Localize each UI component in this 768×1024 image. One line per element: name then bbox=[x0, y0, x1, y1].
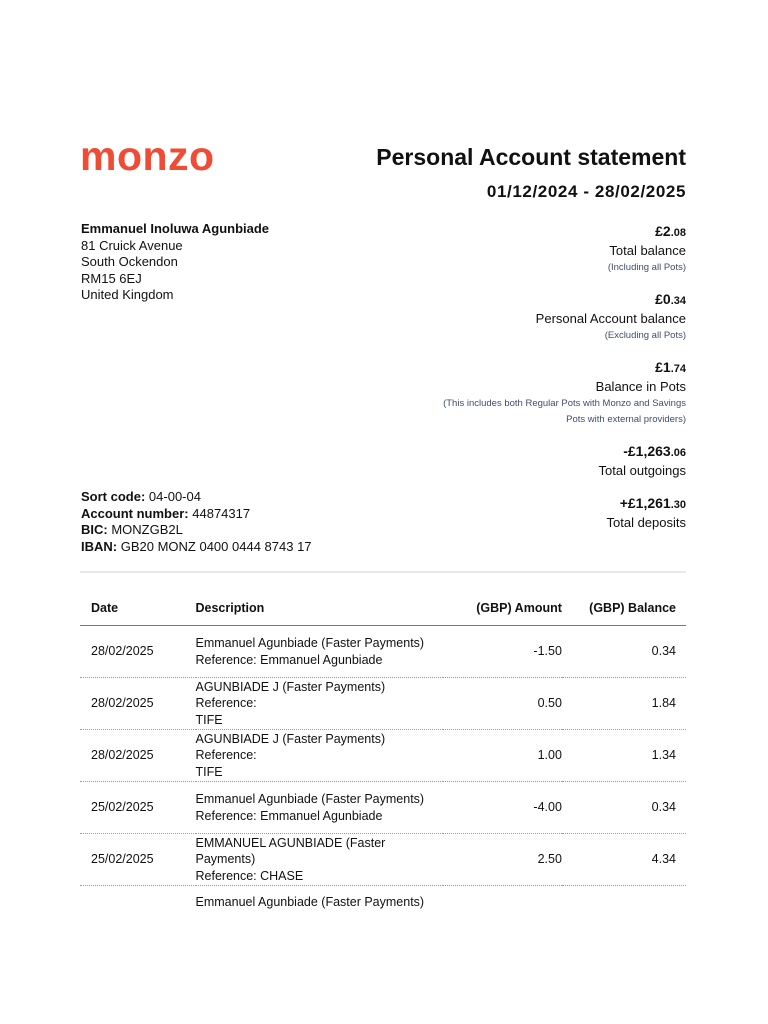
cell-date: 28/02/2025 bbox=[80, 626, 196, 678]
cell-description: Emmanuel Agunbiade (Faster Payments) bbox=[195, 895, 425, 909]
transactions-table bbox=[80, 591, 686, 928]
amount-pence: .06 bbox=[670, 447, 686, 459]
description-line: Reference: Emmanuel Agunbiade bbox=[195, 652, 383, 667]
customer-name: Emmanuel Inoluwa Agunbiade bbox=[81, 221, 270, 236]
account-number-label: Account number: bbox=[81, 505, 189, 521]
header-balance: (GBP) Balance bbox=[562, 591, 686, 626]
cell-amount: 0.50 bbox=[443, 678, 562, 730]
description-line: Reference: CHASE bbox=[195, 868, 304, 883]
balance-label: Balance in Pots bbox=[595, 379, 686, 394]
balance-amount bbox=[356, 494, 686, 514]
cell-description bbox=[196, 834, 444, 886]
address-line: South Ockendon bbox=[81, 254, 178, 269]
address-line: RM15 6EJ bbox=[81, 270, 142, 286]
bic-label: BIC: bbox=[81, 522, 108, 537]
section-divider bbox=[80, 571, 686, 573]
cell-balance: 4.34 bbox=[562, 834, 686, 886]
cell-date: 25/02/2025 bbox=[80, 782, 196, 834]
header-date: Date bbox=[80, 591, 196, 626]
cell-balance: 0.34 bbox=[562, 626, 686, 678]
cell-date: 25/02/2025 bbox=[80, 834, 196, 886]
balance-note: (This includes both Regular Pots with Monzo and Savings bbox=[443, 398, 686, 409]
cell-description bbox=[196, 626, 444, 678]
amount-pence: .08 bbox=[670, 227, 686, 239]
balance-amount bbox=[356, 222, 686, 242]
amount-pounds: +£1,261 bbox=[619, 495, 671, 511]
sort-code-value: 04-00-04 bbox=[148, 489, 201, 504]
balance-label: Personal Account balance bbox=[535, 311, 686, 326]
cell-balance: 1.34 bbox=[562, 730, 686, 782]
total-deposits bbox=[356, 494, 686, 532]
amount-pounds: £0 bbox=[655, 291, 671, 307]
cell-date: 28/02/2025 bbox=[80, 730, 196, 782]
pots-balance bbox=[356, 358, 686, 428]
amount-pence: .34 bbox=[670, 295, 686, 307]
bank-details bbox=[81, 489, 312, 555]
description-line: TIFE bbox=[195, 764, 223, 779]
amount-pence: .30 bbox=[670, 499, 686, 511]
sort-code-label: Sort code: bbox=[81, 489, 146, 504]
cell-amount: -4.00 bbox=[443, 782, 562, 834]
cell-description bbox=[196, 678, 444, 730]
cell-amount: -1.50 bbox=[443, 626, 562, 678]
amount-pounds: £1 bbox=[655, 359, 671, 375]
description-line: AGUNBIADE J (Faster Payments) Reference: bbox=[195, 679, 386, 711]
amount-pounds: -£1,263 bbox=[623, 443, 671, 459]
header-amount: (GBP) Amount bbox=[443, 591, 562, 626]
description-line: EMMANUEL AGUNBIADE (Faster Payments) bbox=[195, 835, 386, 867]
balance-summary bbox=[356, 222, 686, 546]
table-row-partial bbox=[80, 886, 686, 929]
cell-amount: 1.00 bbox=[443, 730, 562, 782]
total-outgoings bbox=[356, 442, 686, 480]
table-row bbox=[80, 730, 686, 782]
cell-date: 28/02/2025 bbox=[80, 678, 196, 730]
cell-amount: 2.50 bbox=[443, 834, 562, 886]
balance-label: Total balance bbox=[609, 243, 686, 258]
header-description: Description bbox=[196, 591, 444, 626]
iban-label: IBAN: bbox=[81, 538, 118, 554]
table-row bbox=[80, 782, 686, 834]
table-row bbox=[80, 834, 686, 886]
cell-description bbox=[196, 730, 444, 782]
amount-pounds: £2 bbox=[655, 223, 671, 239]
balance-note: Pots with external providers) bbox=[566, 414, 686, 425]
personal-account-balance bbox=[356, 290, 686, 344]
address-line: 81 Cruick Avenue bbox=[81, 237, 183, 253]
cell-date bbox=[80, 886, 196, 929]
logo-wordmark: monzo bbox=[80, 136, 215, 179]
statement-title: Personal Account statement bbox=[376, 144, 686, 170]
balance-amount bbox=[356, 442, 686, 462]
balance-label: Total outgoings bbox=[598, 463, 686, 478]
description-line: TIFE bbox=[195, 712, 223, 727]
cell-description bbox=[196, 782, 444, 834]
description-line: Emmanuel Agunbiade (Faster Payments) bbox=[195, 636, 425, 650]
total-balance bbox=[356, 222, 686, 276]
table-row bbox=[80, 678, 686, 730]
sort-code-line bbox=[81, 489, 312, 506]
bic-value: MONZGB2L bbox=[111, 522, 183, 537]
customer-address-block bbox=[81, 221, 269, 304]
description-line: AGUNBIADE J (Faster Payments) Reference: bbox=[195, 731, 386, 763]
cell-amount bbox=[443, 886, 562, 929]
table-row bbox=[80, 626, 686, 678]
account-number-value: 44874317 bbox=[192, 505, 251, 521]
monzo-logo-mark bbox=[80, 136, 250, 180]
iban-value: GB20 MONZ 0400 0444 8743 17 bbox=[120, 538, 312, 554]
balance-label: Total deposits bbox=[606, 515, 686, 530]
description-line: Reference: Emmanuel Agunbiade bbox=[195, 808, 383, 823]
balance-note: (Excluding all Pots) bbox=[604, 330, 686, 341]
table-header-row bbox=[80, 591, 686, 626]
account-number-line bbox=[81, 506, 312, 523]
amount-pence: .74 bbox=[670, 363, 686, 375]
cell-balance bbox=[562, 886, 686, 929]
balance-amount bbox=[356, 358, 686, 378]
cell-balance: 1.84 bbox=[562, 678, 686, 730]
statement-period: 01/12/2024 - 28/02/2025 bbox=[486, 182, 686, 201]
address-line: United Kingdom bbox=[81, 287, 174, 302]
bic-line bbox=[81, 522, 312, 539]
cell-balance: 0.34 bbox=[562, 782, 686, 834]
balance-note: (Including all Pots) bbox=[607, 262, 686, 273]
description-line: Emmanuel Agunbiade (Faster Payments) bbox=[195, 792, 425, 806]
balance-amount bbox=[356, 290, 686, 310]
iban-line bbox=[81, 539, 312, 556]
monzo-logo bbox=[80, 136, 250, 180]
